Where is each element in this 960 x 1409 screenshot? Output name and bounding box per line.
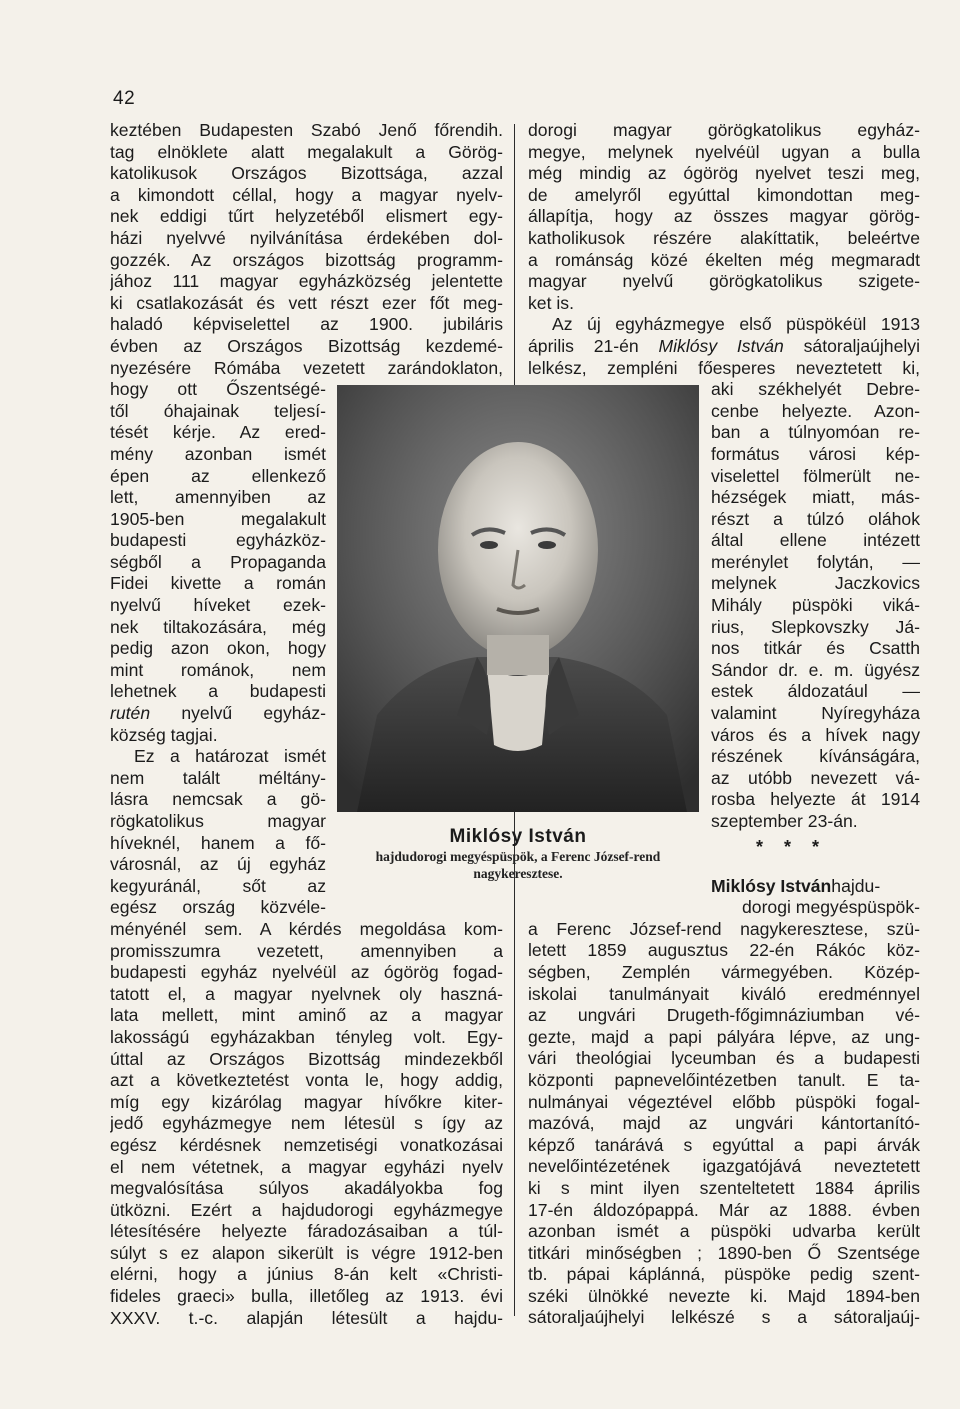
text-line: valamint Nyíregyháza — [711, 703, 920, 724]
text-line: elérni, hogy a június 8-án kelt «Christi- — [110, 1264, 503, 1285]
text-line: lelkész, zempléni főesperes neveztetett ki, — [528, 357, 920, 378]
text-line: épen az ellenkező — [110, 465, 326, 486]
text-line: letett 1859 augusztus 22-én Rákóc köz- — [528, 940, 920, 961]
text-line: az ungvári Drugeth-főgimnáziumban vé- — [528, 1005, 920, 1026]
text-line: mint románok, nem — [110, 659, 326, 680]
right-narrow-paragraph — [711, 379, 920, 832]
text-line: Sándor dr. e. m. ügyész — [711, 659, 920, 680]
text-line: egész kérdésnek nemzetiségi vonatkozásai — [110, 1134, 503, 1155]
bio-second-line: dorogi megyéspüspök- — [742, 897, 920, 918]
text-line: merénylet folytán, — — [711, 551, 920, 572]
text-line: híveknél, hanem a fő- — [110, 832, 326, 853]
text-line: katholikusok részére alakíttatik, beleértve — [528, 227, 920, 248]
text-line: promisszumra vezetett, amennyiben a — [110, 940, 503, 961]
text-line: Mihály püspöki viká- — [711, 595, 920, 616]
text-line: el nem vétetnek, a magyar egyházi nyelv — [110, 1156, 503, 1177]
text-line: gozzék. Az országos bizottság programm- — [110, 249, 503, 270]
left-top-paragraph — [110, 120, 503, 379]
text-line: ütközni. Ezért a hajdudorogi egyházmegye — [110, 1199, 503, 1220]
page-number: 42 — [113, 88, 136, 109]
caption-line2: nagykeresztese. — [473, 866, 563, 881]
text-line: től óhajainak teljesí- — [110, 400, 326, 421]
portrait-photo — [337, 385, 699, 812]
text-line: nulmányai végeztével előbb püspöki fogal- — [528, 1091, 920, 1112]
text-line: formátus városi kép- — [711, 443, 920, 464]
text-line: úttal az Országos Bizottság mindezekből — [110, 1048, 503, 1069]
text-line: lett, amennyiben az — [110, 487, 326, 508]
text-line: kegyuránál, sőt az — [110, 875, 326, 896]
caption-line1: hajdudorogi megyéspüspök, a Ferenc József-rend — [375, 849, 661, 864]
text-line: estek áldozatául — — [711, 681, 920, 702]
text-line: tag elnöklete alatt megalakult a Görög- — [110, 141, 503, 162]
text-line: létesítésére helyezte fáradozásaiban a túl- — [110, 1221, 503, 1242]
text-line: sátoraljaújhelyi lelkészé s a sátoraljaúj- — [528, 1307, 920, 1328]
text-line: megye, melynek nyelvéül ugyan a bulla — [528, 141, 920, 162]
text-line: ségben, Zemplén vármegyében. Közép- — [528, 961, 920, 982]
text-line: állapítja, hogy az összes magyar görög- — [528, 206, 920, 227]
text-line: tb. pápai káplánná, püspöke pedig szent- — [528, 1264, 920, 1285]
text-line: lásra nemcsak a gö- — [110, 789, 326, 810]
text-line: azt a következtetést vonta le, hogy addig, — [110, 1070, 503, 1091]
text-line: nem talált méltány- — [110, 767, 326, 788]
text-line: lata mellett, mint aminő az a magyar — [110, 1005, 503, 1026]
text-line: lehetnek a budapesti — [110, 681, 326, 702]
bio-heading-line — [711, 876, 920, 898]
text-line: tését kérje. Az ered- — [110, 422, 326, 443]
text-line: tatott el, a magyar nyelvnek oly haszná- — [110, 983, 503, 1004]
text-line: nyezésére Rómába vezetett zarándoklaton, — [110, 357, 503, 378]
text-line: viselettel fölmerült ne- — [711, 465, 920, 486]
text-line: gezte, majd a papi pályára lépve, az ung- — [528, 1026, 920, 1047]
text-line: megvalósítása súlyos akadályokba fog — [110, 1178, 503, 1199]
text-line: nek tiltakozására, még — [110, 616, 326, 637]
text-line: egész ország közvéle- — [110, 897, 326, 918]
text-line: ki s mint ilyen szenteltetett 1884 április — [528, 1177, 920, 1198]
text-line: ket is. — [528, 292, 574, 313]
text-line: április 21-én Miklósy István sátoraljaújhelyi — [528, 335, 920, 356]
text-line: mény azonban ismét — [110, 443, 326, 464]
right-top-paragraph — [528, 120, 920, 379]
text-line: titkári minőségben ; 1890-ben Ő Szentsége — [528, 1242, 920, 1263]
text-line: ményénél sem. A kérdés megoldása kom- — [110, 918, 503, 939]
text-line: nos titkár és Csatth — [711, 638, 920, 659]
text-line: ban a túlnyomóan re- — [711, 422, 920, 443]
text-line: aki székhelyét Debre- — [711, 379, 920, 400]
right-bottom-paragraph — [528, 919, 920, 1329]
text-line: azonban ismét a püspöki udvarba került — [528, 1221, 920, 1242]
text-line: ki csatlakozását és vett részt ezer főt meg- — [110, 292, 503, 313]
text-line: szeptember 23-án. — [711, 811, 858, 831]
text-line: évben az Országos Bizottság kezdemé- — [110, 335, 503, 356]
text-line: a románság közé ékelten még megmaradt — [528, 249, 920, 270]
text-line: budapesti egyház nyelvéül az ógörög fogad- — [110, 962, 503, 983]
bio-after-name: hajdu- — [831, 875, 881, 896]
text-line: vári theológiai lyceumban és a budapesti — [528, 1048, 920, 1069]
text-line: cenbe helyezte. Azon- — [711, 400, 920, 421]
text-line: rosba helyezte át 1914 — [711, 789, 920, 810]
text-line: széki ülnökké nevezte ki. Majd 1894-ben — [528, 1285, 920, 1306]
text-line: jához 111 magyar egyházközség jelentette — [110, 271, 503, 292]
text-line: részének kívánságára, — [711, 746, 920, 767]
portrait-image — [337, 385, 699, 812]
bio-name: Miklósy István — [711, 875, 832, 896]
text-line: még mindig az ógörög nyelvet teszi meg, — [528, 163, 920, 184]
text-line: pedig azon okon, hogy — [110, 638, 326, 659]
text-line: város és a hívek nagy — [711, 724, 920, 745]
left-narrow-paragraph — [110, 379, 326, 919]
text-line: ségből a Propaganda — [110, 551, 326, 572]
text-line: nek eddigi tűrt helyzetéből elismert egy- — [110, 206, 503, 227]
text-line: XXXV. t.-c. alapján létesült a hajdu- — [110, 1307, 503, 1328]
text-line: képző tanárává s egyúttal a papi árvák — [528, 1134, 920, 1155]
text-line: dorogi magyar görögkatolikus egyház- — [528, 120, 920, 140]
text-line: nyelvű híveket ezek- — [110, 595, 326, 616]
text-line: iskolai tanulmányait kiváló eredménnyel — [528, 983, 920, 1004]
text-line: 1905-ben megalakult — [110, 508, 326, 529]
photo-caption — [337, 826, 699, 882]
text-line: katolikusok Országos Bizottsága, azzal — [110, 163, 503, 184]
text-line: község tagjai. — [110, 724, 218, 745]
text-line: rutén nyelvű egyház- — [110, 703, 326, 724]
text-line: melynek Jaczkovics — [711, 573, 920, 594]
text-line: de amelyről egyúttal kimondottan meg- — [528, 184, 920, 205]
text-line: hogy ott Őszentségé- — [110, 379, 326, 400]
text-line: magyar nyelvű görögkatolikus szigete- — [528, 271, 920, 292]
text-line: a Ferenc József-rend nagykeresztese, szü- — [528, 918, 920, 939]
text-line: nevelőintézetének igazgatójává neveztetett — [528, 1156, 920, 1177]
section-separator-stars: * * * — [756, 837, 828, 857]
caption-name: Miklósy István — [449, 826, 587, 847]
text-line: budapesti egyházköz- — [110, 530, 326, 551]
text-line: fideles graeci» bulla, illetőleg az 1913. évi — [110, 1286, 503, 1307]
text-line: az utóbb nevezett vá- — [711, 767, 920, 788]
text-line: a kimondott céllal, hogy a magyar nyelv- — [110, 184, 503, 205]
text-line: jedő egyházmegye nem létesül s így az — [110, 1113, 503, 1134]
text-line: Az új egyházmegye első püspökéül 1913 — [552, 314, 920, 335]
left-bottom-paragraph — [110, 919, 503, 1329]
text-line: Fidei kivette a román — [110, 573, 326, 594]
text-line: központi papnevelőintézetben tanult. E ta- — [528, 1069, 920, 1090]
text-line: súlyt s ez alapon sikerült is végre 1912-ben — [110, 1242, 503, 1263]
text-line: míg egy kizárólag magyar hívőkre kiter- — [110, 1091, 503, 1112]
text-line: lakosságú egyházakban tényleg volt. Egy- — [110, 1026, 503, 1047]
text-line: hézségek miatt, más- — [711, 487, 920, 508]
text-line: mazóvá, majd az ungvári kántortanító- — [528, 1113, 920, 1134]
text-line: rius, Slepkovszky Já- — [711, 616, 920, 637]
text-line: Ez a határozat ismét — [134, 746, 326, 767]
text-line: házi nyelvvé nyilvánítása érdekében dol- — [110, 227, 503, 248]
text-line: városnál, az új egyház — [110, 854, 326, 875]
text-line: keztében Budapesten Szabó Jenő főrendih. — [110, 120, 503, 140]
text-line: 17-én áldozópappá. Már az 1888. évben — [528, 1199, 920, 1220]
text-line: haladó képviselettel az 1900. jubiláris — [110, 314, 503, 335]
text-line: részt a túlzó oláhok — [711, 508, 920, 529]
text-line: rögkatolikus magyar — [110, 811, 326, 831]
text-line: által ellene intézett — [711, 530, 920, 551]
